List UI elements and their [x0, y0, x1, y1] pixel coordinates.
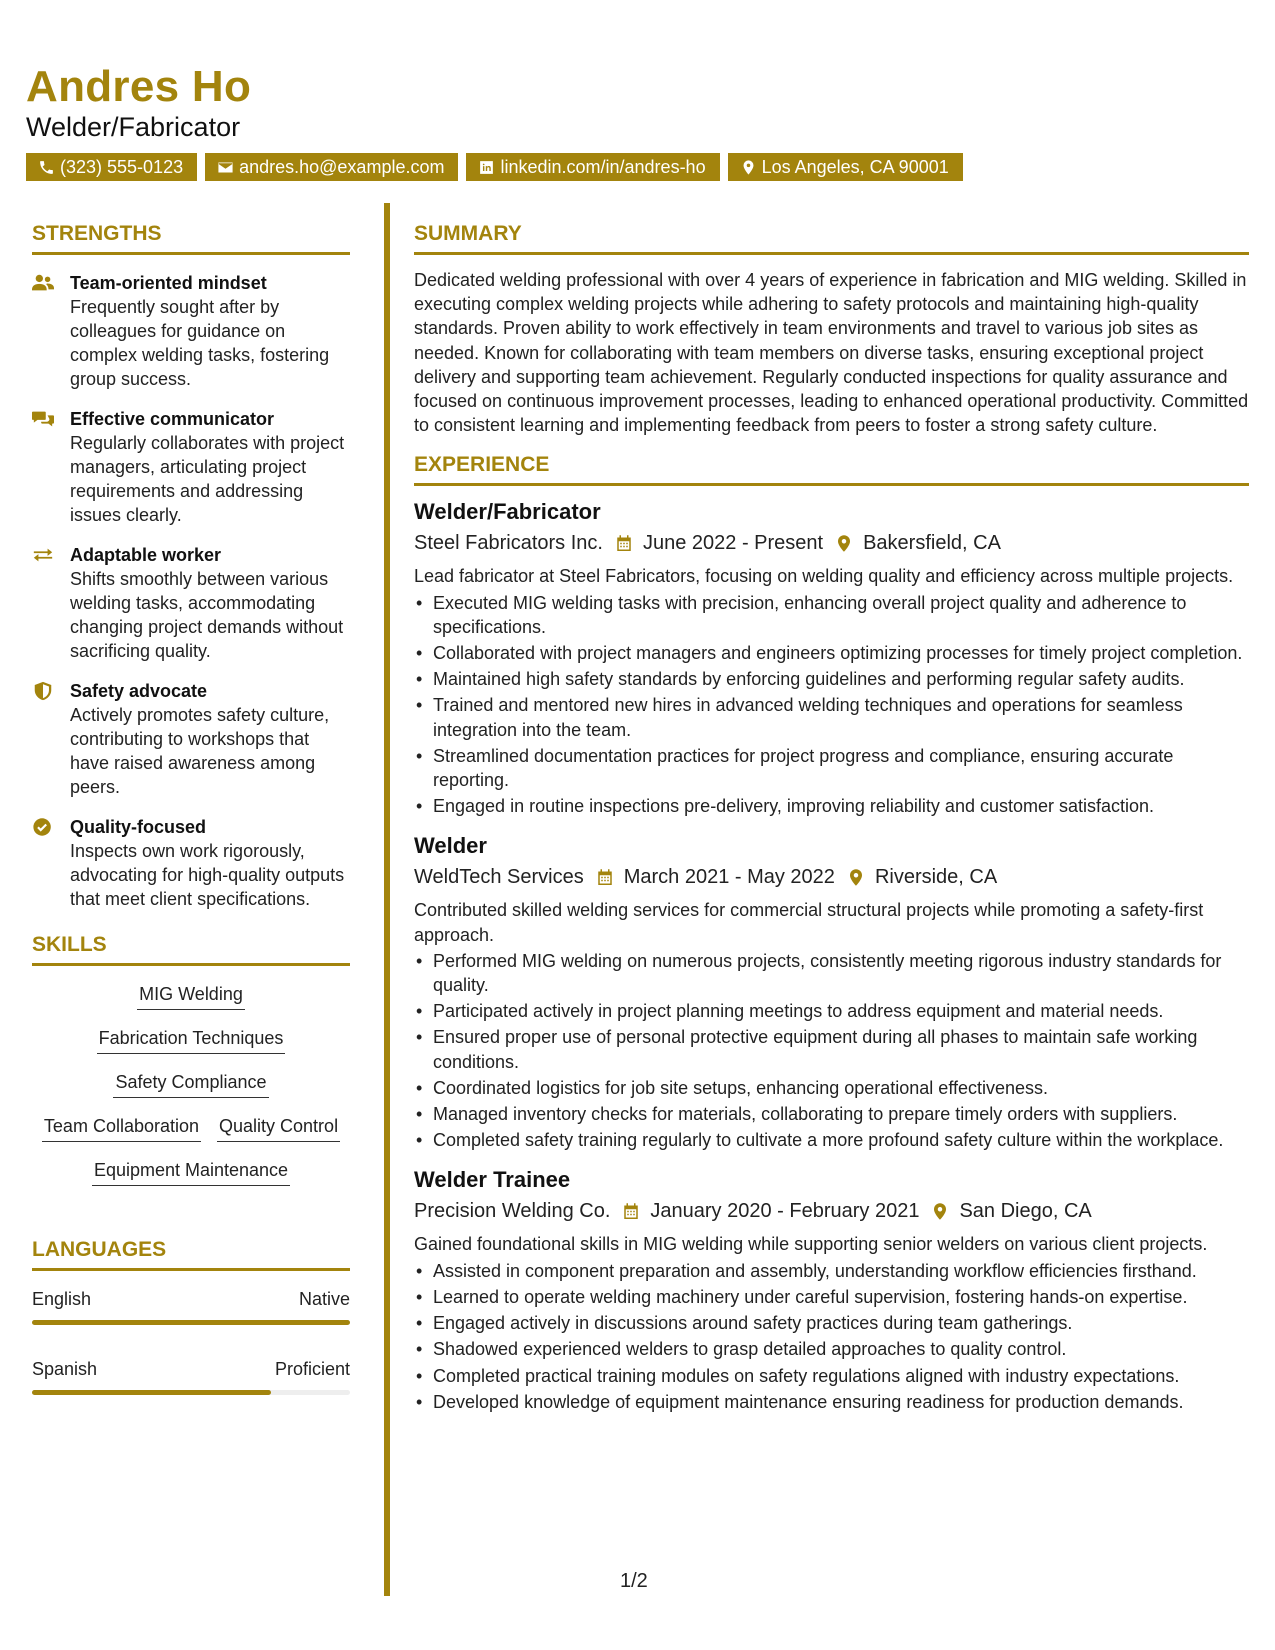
contact-phone[interactable]: [26, 153, 197, 181]
job-location: San Diego, CA: [959, 1200, 1092, 1223]
strength-item: [32, 407, 350, 527]
job-bullet: • Learned to operate welding machinery under careful supervision, fostering hands-on expertise.: [414, 1285, 1249, 1309]
job-title: Welder/Fabricator: [414, 499, 601, 525]
strength-desc: Actively promotes safety culture, contributing to workshops that have raised awareness among peers.: [70, 705, 330, 797]
job-entry: [414, 832, 1249, 1152]
summary-text: Dedicated welding professional with over 4 years of experience in fabrication and MIG welding. Skilled in executing complex welding projects while adhering to safety protocols and maintaining high-quality standards. Proven ability to work effectively in team environments and travel to various job sites as needed. Known for collaborating with team members on diverse tasks, ensuring exceptional project delivery and supporting team achievement. Regularly conducted inspections for quality assurance and focused on continuous improvement processes, leading to enhanced operational productivity. Committed to consistent learning and implementing feedback from peers to foster a strong safety culture.: [414, 270, 1249, 436]
skill-tag: Safety Compliance: [113, 1070, 268, 1098]
job-bullet: • Trained and mentored new hires in advanced welding techniques and operations for seamless integration into the team.: [414, 693, 1249, 741]
job-bullet: • Streamlined documentation practices for project progress and compliance, ensuring accurate reporting.: [414, 744, 1249, 792]
contact-linkedin-text: linkedin.com/in/andres-ho: [500, 157, 706, 177]
column-divider: [384, 203, 390, 1596]
job-bullet: • Engaged in routine inspections pre-delivery, improving reliability and customer satisfaction.: [414, 794, 1249, 818]
language-item: [32, 1287, 350, 1325]
strength-item: [32, 815, 350, 911]
strength-title: Quality-focused: [70, 817, 207, 837]
skill-tag: Equipment Maintenance: [92, 1158, 290, 1186]
language-name: Spanish: [32, 1359, 98, 1379]
map-pin-icon: [835, 534, 853, 553]
job-description: Lead fabricator at Steel Fabricators, focusing on welding quality and efficiency across multiple projects.: [414, 566, 1234, 587]
calendar-icon: [596, 868, 614, 887]
strength-title: Adaptable worker: [70, 545, 222, 565]
strength-title: Safety advocate: [70, 681, 208, 701]
contact-email[interactable]: [205, 153, 458, 181]
skill-tag: Fabrication Techniques: [97, 1026, 286, 1054]
job-description: Gained foundational skills in MIG welding while supporting senior welders on various client projects.: [414, 1234, 1208, 1255]
job-bullet: • Ensured proper use of personal protective equipment during all phases to maintain safe working conditions.: [414, 1025, 1249, 1073]
job-bullet: • Coordinated logistics for job site setups, enhancing operational effectiveness.: [414, 1076, 1249, 1100]
job-location: Bakersfield, CA: [863, 532, 1001, 555]
language-proficiency-bar: [32, 1320, 350, 1325]
language-proficiency-bar: [32, 1390, 350, 1395]
job-dates: January 2020 - February 2021: [650, 1200, 920, 1223]
job-title: Welder: [414, 833, 487, 859]
language-name: English: [32, 1289, 92, 1309]
strength-item: [32, 543, 350, 663]
job-bullets: [414, 591, 1249, 819]
job-bullet: • Executed MIG welding tasks with precision, enhancing overall project quality and adherence to specifications.: [414, 591, 1249, 639]
strength-item: [32, 679, 350, 799]
languages-heading: LANGUAGES: [32, 1238, 350, 1271]
users-icon: [32, 273, 54, 293]
check-circle-icon: [32, 817, 54, 837]
skill-tag: MIG Welding: [137, 982, 245, 1010]
job-dates: March 2021 - May 2022: [623, 866, 835, 889]
strength-desc: Inspects own work rigorously, advocating for high-quality outputs that meet client specifications.: [70, 841, 345, 909]
shield-icon: [32, 681, 54, 701]
contact-linkedin[interactable]: [466, 153, 719, 181]
job-bullet: • Completed safety training regularly to cultivate a more profound safety culture within the workplace.: [414, 1128, 1249, 1152]
job-bullets: [414, 1259, 1249, 1414]
experience-heading: EXPERIENCE: [414, 453, 1249, 486]
job-bullet: • Collaborated with project managers and engineers optimizing processes for timely project completion.: [414, 641, 1249, 665]
strength-title: Team-oriented mindset: [70, 273, 267, 293]
swap-arrows-icon: [32, 545, 54, 565]
job-entry: [414, 1166, 1249, 1413]
language-proficiency-fill: [32, 1390, 271, 1395]
contact-phone-text: (323) 555-0123: [60, 157, 184, 177]
strength-desc: Shifts smoothly between various welding tasks, accommodating changing project demands without sacrificing quality.: [70, 569, 344, 661]
page-number: 1/2: [620, 1570, 648, 1592]
contact-email-text: andres.ho@example.com: [239, 157, 445, 177]
strength-item: [32, 271, 350, 391]
contact-bar: [26, 153, 963, 181]
right-column: [414, 222, 1249, 1414]
job-entry: [414, 498, 1249, 818]
job-location: Riverside, CA: [874, 866, 998, 889]
calendar-icon: [622, 1202, 640, 1221]
skill-tag: Quality Control: [217, 1114, 340, 1142]
skill-tag: Team Collaboration: [42, 1114, 201, 1142]
job-bullet: • Completed practical training modules on safety regulations aligned with industry expectations.: [414, 1364, 1249, 1388]
language-item: [32, 1357, 350, 1395]
job-bullet: • Maintained high safety standards by enforcing guidelines and performing regular safety audits.: [414, 667, 1249, 691]
strength-desc: Frequently sought after by colleagues for guidance on complex welding tasks, fostering group success.: [70, 297, 330, 389]
map-pin-icon: [847, 868, 865, 887]
job-bullet: • Participated actively in project planning meetings to address equipment and material needs.: [414, 999, 1249, 1023]
summary-heading: SUMMARY: [414, 222, 1249, 255]
job-description: Contributed skilled welding services for commercial structural projects while promoting a safety-first approach.: [414, 900, 1204, 945]
chat-bubbles-icon: [32, 409, 54, 429]
phone-icon: [38, 159, 55, 176]
job-bullet: • Developed knowledge of equipment maintenance ensuring readiness for production demands.: [414, 1390, 1249, 1414]
job-company: Precision Welding Co.: [414, 1200, 611, 1223]
left-column: [32, 222, 350, 1395]
job-bullet: • Managed inventory checks for materials, collaborating to prepare timely orders with suppliers.: [414, 1102, 1249, 1126]
language-proficiency-fill: [32, 1320, 350, 1325]
job-dates: June 2022 - Present: [642, 532, 824, 555]
calendar-icon: [615, 534, 633, 553]
job-bullet: • Shadowed experienced welders to grasp detailed approaches to quality control.: [414, 1337, 1249, 1361]
strength-desc: Regularly collaborates with project managers, articulating project requirements and addressing issues clearly.: [70, 433, 345, 525]
job-bullet: • Performed MIG welding on numerous projects, consistently meeting rigorous industry standards for quality.: [414, 949, 1249, 997]
map-pin-icon: [931, 1202, 949, 1221]
linkedin-icon: [478, 159, 495, 176]
job-company: Steel Fabricators Inc.: [414, 532, 603, 555]
language-level: Native: [298, 1289, 350, 1309]
strength-title: Effective communicator: [70, 409, 275, 429]
candidate-title: Welder/Fabricator: [26, 112, 241, 142]
skills-list: [32, 982, 350, 1186]
job-title: Welder Trainee: [414, 1167, 571, 1193]
language-level: Proficient: [274, 1359, 350, 1379]
job-bullets: [414, 949, 1249, 1153]
job-bullet: • Engaged actively in discussions around safety practices during team gatherings.: [414, 1311, 1249, 1335]
envelope-icon: [217, 159, 234, 176]
skills-heading: SKILLS: [32, 933, 350, 966]
job-company: WeldTech Services: [414, 866, 584, 889]
contact-location-text: Los Angeles, CA 90001: [761, 157, 949, 177]
candidate-name: Andres Ho: [26, 62, 252, 111]
job-bullet: • Assisted in component preparation and assembly, understanding workflow efficiencies firsthand.: [414, 1259, 1249, 1283]
map-pin-icon: [740, 159, 757, 176]
strengths-heading: STRENGTHS: [32, 222, 350, 255]
contact-location: [728, 153, 963, 181]
